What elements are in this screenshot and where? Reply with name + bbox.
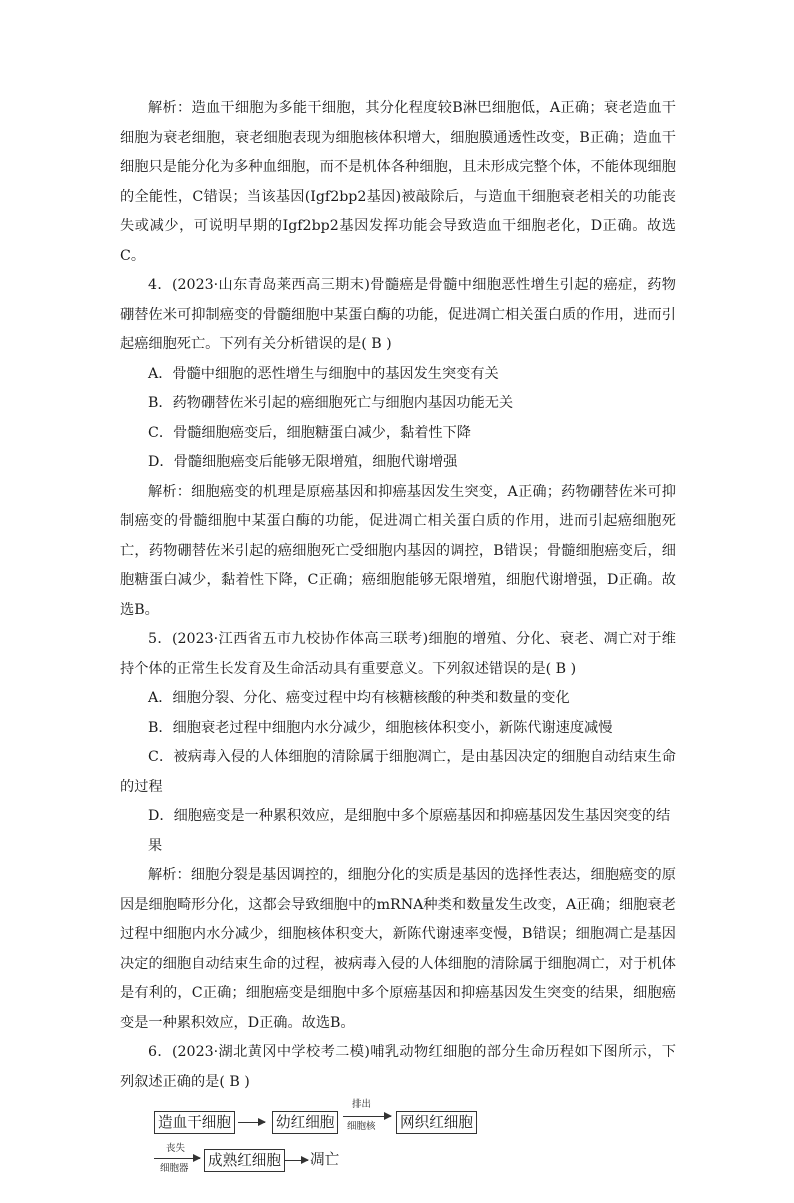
q4-option-d: D．骨髓细胞癌变后能够无限增殖，细胞代谢增强	[148, 454, 458, 470]
q3-analysis: 解析：造血干细胞为多能干细胞，其分化程度较B淋巴细胞低，A正确；衰老造血干细胞为衰老细胞，衰老细胞表现为细胞核体积增大，细胞膜通透性改变，B正确；造血干细胞只是能分化为多种血细胞，而不是机体各种细胞，且未形成完整个体，不能体现细胞的全能性，C错误；当该基因(Igf2bp2基因)被敲除后，与造血干细胞衰老相关的功能丧失或减少，可说明早期的Igf2bp2基因发挥功能会导致造血干细胞老化，D正确。故选C。	[120, 100, 676, 264]
red-cell-lifecycle-diagram	[120, 1099, 676, 1203]
diagram-arrow-3-top: 丧失	[166, 1143, 186, 1154]
diagram-arrow-3	[154, 1158, 200, 1159]
q6-stem: 6．(2023·湖北黄冈中学校考二模)哺乳动物红细胞的部分生命历程如下图所示，下列叙述正确的是( B )	[120, 1044, 676, 1090]
q5-analysis: 解析：细胞分裂是基因调控的，细胞分化的实质是基因的选择性表达，细胞癌变的原因是细胞畸形分化，这都会导致细胞中的mRNA种类和数量发生改变，A正确；细胞衰老过程中细胞内水分减少，细胞核体积变大，新陈代谢速率变慢，B错误；细胞凋亡是基因决定的细胞自动结束生命的过程，被病毒入侵的人体细胞的清除属于细胞凋亡，对于机体是有利的，C正确；细胞癌变是细胞中多个原癌基因和抑癌基因发生突变的结果，细胞癌变是一种累积效应，D正确。故选B。	[120, 867, 676, 1031]
q5-option-a: A．细胞分裂、分化、癌变过程中均有核糖核酸的种类和数量的变化	[148, 690, 570, 706]
q5-option-b: B．细胞衰老过程中细胞内水分减少，细胞核体积变小，新陈代谢速度减慢	[148, 719, 613, 736]
diagram-box-reticulocyte: 网织红细胞	[396, 1111, 477, 1134]
diagram-arrow-3-bottom: 细胞器	[160, 1163, 189, 1174]
diagram-arrow-2	[343, 1116, 391, 1117]
q4-option-b: B．药物硼替佐米引起的癌细胞死亡与细胞内基因功能无关	[148, 395, 514, 411]
q4-stem: 4．(2023·山东青岛莱西高三期末)骨髓癌是骨髓中细胞恶性增生引起的癌症，药物硼替佐米可抑制癌变的骨髓细胞中某蛋白酶的功能，促进凋亡相关蛋白质的作用，进而引起癌细胞死亡。下列有关分析错误的是( B )	[120, 277, 676, 352]
q4-option-a: A．骨髓中细胞的恶性增生与细胞中的基因发生突变有关	[148, 365, 499, 382]
diagram-arrow-4	[284, 1160, 308, 1161]
diagram-box-mature-rbc: 成熟红细胞	[204, 1149, 285, 1172]
diagram-arrow-2-top: 排出	[352, 1099, 372, 1110]
content-column	[120, 94, 676, 1203]
diagram-arrow-2-bottom: 细胞核	[347, 1121, 376, 1132]
q4-analysis: 解析：细胞癌变的机理是原癌基因和抑癌基因发生突变，A正确；药物硼替佐米可抑制癌变的骨髓细胞中某蛋白酶的功能，促进凋亡相关蛋白质的作用，进而引起癌细胞死亡，药物硼替佐米引起的癌细胞死亡受细胞内基因的调控，B错误；骨髓细胞癌变后，细胞糖蛋白减少，黏着性下降，C正确；癌细胞能够无限增殖，细胞代谢增强，D正确。故选B。	[120, 483, 676, 618]
q4-option-c: C．骨髓细胞癌变后，细胞糖蛋白减少，黏着性下降	[148, 424, 471, 441]
q5-option-d: D．细胞癌变是一种累积效应，是细胞中多个原癌基因和抑癌基因发生基因突变的结果	[148, 808, 671, 854]
diagram-box-hsc: 造血干细胞	[154, 1111, 235, 1134]
q5-option-c: C．被病毒入侵的人体细胞的清除属于细胞凋亡，是由基因决定的细胞自动结束生命的过程	[120, 749, 676, 795]
diagram-box-erythroblast: 幼红细胞	[272, 1111, 338, 1134]
diagram-end-apoptosis: 凋亡	[310, 1151, 340, 1168]
q5-stem: 5．(2023·江西省五市九校协作体高三联考)细胞的增殖、分化、衰老、凋亡对于维持个体的正常生长发育及生命活动具有重要意义。下列叙述错误的是( B )	[120, 631, 676, 677]
